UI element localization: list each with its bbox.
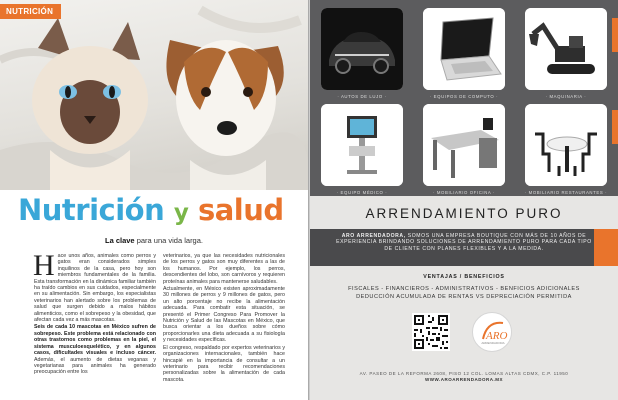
- subhead-rest: para una vida larga.: [134, 236, 203, 245]
- product-caption: · MOBILIARIO OFICINA ·: [433, 190, 495, 195]
- product-car: [316, 8, 408, 99]
- column-2-paragraph-3: El congreso, respaldado por expertos veterinarios y organizaciones internacionales, también hace hincapié en la importancia de consultar a un veterinario para recibir recomendaciones personalizadas sobre la alimentación de cada mascota.: [163, 344, 285, 383]
- cat-and-dog-photo: [0, 0, 308, 190]
- drop-cap: H: [33, 249, 55, 282]
- pets-illustration: [0, 0, 308, 190]
- left-page: [0, 0, 308, 400]
- ad-title: ARRENDAMIENTO PURO: [365, 206, 563, 221]
- company-address: AV. PASEO DE LA REFORMA 2608, PISO 12 COL. LOMAS ALTAS CDMX, C.P. 11950: [359, 371, 569, 376]
- article-headline: [18, 193, 298, 227]
- subhead-bold: La clave: [105, 236, 135, 245]
- accent-bar: [612, 110, 618, 144]
- svg-text:ARO: ARO: [486, 330, 508, 342]
- qr-code[interactable]: [412, 313, 450, 351]
- product-caption: · MOBILIARIO RESTAURANTES ·: [524, 190, 608, 195]
- benefits-line-1: FISCALES - FINANCIEROS - ADMINISTRATIVOS - BENFICIOS ADICIONALES: [348, 286, 580, 292]
- product-restaurant: [520, 104, 612, 195]
- qr-code-icon: [412, 313, 450, 351]
- column-2-paragraph-1: veterinarios, ya que las necesidades nutricionales de los perros y gatos son muy diferentes a las de los humanos. Por ejemplo, los perros, descendientes del lobo, son carnívoros y requieren proteínas animales para mantenerse saludables.: [163, 253, 285, 285]
- excavator-icon: [525, 8, 607, 90]
- article-column-1: [33, 249, 156, 377]
- column-2-paragraph-2: Actualmente, en México existen aproximadamente 30 millones de perros y 9 millones de gatos, pero un alto porcentaje no recibe la alimentación adecuada. Para combatir esta situación, se presentó el Primer Congreso Para Promover la Nutrición y Salud de las Mascotas en México, que busca orientar a los dueños sobre cómo proporcionarles una dieta adecuada a su fisiología y necesidades específicas.: [163, 286, 285, 344]
- accent-edge: [594, 229, 618, 266]
- section-tag: NUTRICIÓN: [0, 4, 61, 19]
- column-1-paragraph-3: Además, el aumento de dietas veganas y vegetarianas para animales ha generado preocupación entre los: [34, 356, 156, 376]
- company-website[interactable]: WWW.AROARRENDADORA.MX: [425, 377, 503, 382]
- accent-bar: [612, 18, 618, 52]
- column-1-paragraph-1: ace unos años, animales como perros y gatos eran considerados simples inquilinos de la casa, pero hoy son miembros fundamentales de la familia. Esta transformación en la dinámica familiar también ha traído cambios en sus cuidados, especialmente en su alimentación. Sin embargo, los especialistas veterinarios han alertado sobre los problemas de salud que surgen debido a malos hábitos alimenticios, como el sobrepeso y la obesidad, que afectan cada vez a más mascotas.: [34, 253, 156, 324]
- product-medical: [316, 104, 408, 195]
- benefits-heading: VENTAJAS / BENEFICIOS: [423, 274, 505, 280]
- product-laptop: [418, 8, 510, 99]
- restaurant-furniture-icon: [525, 104, 607, 186]
- company-name: ARO ARRENDADORA,: [341, 233, 406, 239]
- car-icon: [321, 8, 403, 90]
- column-1-paragraph-2: [34, 324, 156, 375]
- laptop-icon: [423, 8, 505, 90]
- aro-logo-mark-icon: [473, 313, 513, 353]
- product-grid: [316, 8, 612, 198]
- right-page-ad: [310, 0, 618, 400]
- headline-word-3: salud: [197, 193, 284, 227]
- benefits-line-2: DEDUCCIÓN ACUMULADA DE RENTAS VS DEPRECIACIÓN PERMITIDA: [356, 294, 572, 300]
- product-office: [418, 104, 510, 195]
- headline-word-1: Nutrición: [18, 193, 165, 227]
- article-column-2: [163, 253, 285, 384]
- bold-statistic: Seis de cada 10 mascotas en México sufren de sobrepeso. Este problema está relacionado con otras trastornos como problemas en la piel, el sistema musculoesquelético, y en algunos casos, dificultades visuales e incluso cáncer.: [34, 324, 156, 357]
- product-machinery: [520, 8, 612, 99]
- product-caption: · MAQUINARIA ·: [545, 94, 587, 99]
- svg-text:ARRENDADORA: ARRENDADORA: [481, 341, 505, 345]
- product-caption: · EQUIPOS DE COMPUTO ·: [429, 94, 499, 99]
- office-desk-icon: [423, 104, 505, 186]
- article-subhead: [0, 236, 308, 245]
- product-caption: · EQUIPO MÉDICO ·: [336, 190, 388, 195]
- company-description: [335, 233, 593, 252]
- product-caption: · AUTOS DE LUJO ·: [337, 94, 387, 99]
- headline-word-2: y: [173, 200, 189, 226]
- company-text: SOMOS UNA EMPRESA BOUTIQUE CON MÁS DE 10 AÑOS DE EXPERIENCIA BRINDANDO SOLUCIONES DE ARRENDAMIENTO PURO PARA CADA TIPO DE CLIENTE CON PLANES FLEXIBLES Y A LA MEDIDA.: [336, 233, 592, 252]
- medical-equipment-icon: [321, 104, 403, 186]
- aro-logo: [472, 312, 512, 352]
